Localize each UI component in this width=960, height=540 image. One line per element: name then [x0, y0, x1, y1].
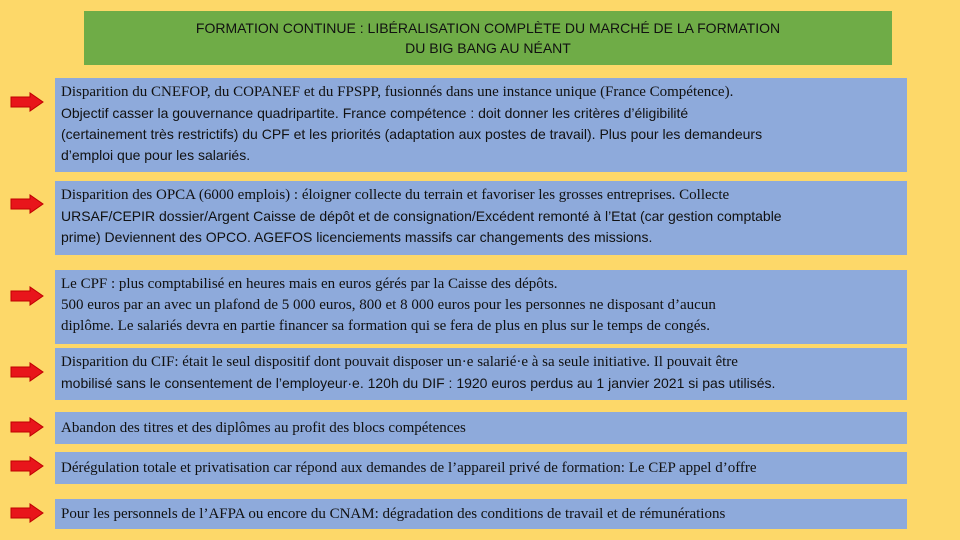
- block-line: Pour les personnels de l’AFPA ou encore du CNAM: dégradation des conditions de travail et de rémunérations: [61, 506, 726, 522]
- info-block-deregulation: [55, 452, 907, 484]
- block-line: prime) Deviennent des OPCO. AGEFOS licenciements massifs car changements des missions.: [61, 229, 653, 245]
- right-arrow-icon: [10, 92, 44, 112]
- info-block-cif: [55, 348, 907, 400]
- info-block-cpf: [55, 270, 907, 344]
- right-arrow-icon: [10, 417, 44, 437]
- block-line: mobilisé sans le consentement de l’employeur·e. 120h du DIF : 1920 euros perdus au 1 janvier 2021 si pas utilisés.: [61, 375, 776, 391]
- block-line: Disparition des OPCA (6000 emplois) : éloigner collecte du terrain et favoriser les grosses entreprises. Collecte: [61, 187, 730, 203]
- right-arrow-icon: [10, 362, 44, 382]
- block-line: URSAF/CEPIR dossier/Argent Caisse de dépôt et de consignation/Excédent remonté à l’Etat (car gestion comptable: [61, 208, 782, 224]
- block-line: (certainement très restrictifs) du CPF et les priorités (adaptation aux postes de travail). Plus pour les demandeurs: [61, 126, 763, 142]
- block-line: Abandon des titres et des diplômes au profit des blocs compétences: [61, 420, 466, 436]
- slide-title-line-1: FORMATION CONTINUE : LIBÉRALISATION COMPLÈTE DU MARCHÉ DE LA FORMATION: [195, 20, 781, 36]
- right-arrow-icon: [10, 456, 44, 476]
- right-arrow-icon: [10, 286, 44, 306]
- info-block-titres: [55, 412, 907, 444]
- info-block-opca: [55, 181, 907, 255]
- block-line: Objectif casser la gouvernance quadripartite. France compétence : doit donner les critères d’éligibilité: [61, 105, 689, 121]
- block-line: diplôme. Le salariés devra en partie financer sa formation qui se fera de plus en plus sur le temps de congés.: [61, 318, 710, 334]
- info-block-cnefop: [55, 78, 907, 172]
- block-line: Disparition du CNEFOP, du COPANEF et du FPSPP, fusionnés dans une instance unique (France Compétence).: [61, 84, 734, 100]
- block-line: Dérégulation totale et privatisation car répond aux demandes de l’appareil privé de formation: Le CEP appel d’offre: [61, 460, 757, 476]
- slide-title-line-2: DU BIG BANG AU NÉANT: [405, 40, 571, 56]
- right-arrow-icon: [10, 503, 44, 523]
- block-line: d’emploi que pour les salariés.: [61, 147, 251, 163]
- block-line: 500 euros par an avec un plafond de 5 000 euros, 800 et 8 000 euros pour les personnes ne disposant d’aucun: [61, 297, 716, 313]
- slide-title-box: [84, 11, 892, 65]
- block-line: Disparition du CIF: était le seul dispositif dont pouvait disposer un·e salarié·e à sa seule initiative. Il pouvait être: [61, 354, 738, 370]
- right-arrow-icon: [10, 194, 44, 214]
- info-block-afpa: [55, 499, 907, 529]
- block-line: Le CPF : plus comptabilisé en heures mais en euros gérés par la Caisse des dépôts.: [61, 276, 558, 292]
